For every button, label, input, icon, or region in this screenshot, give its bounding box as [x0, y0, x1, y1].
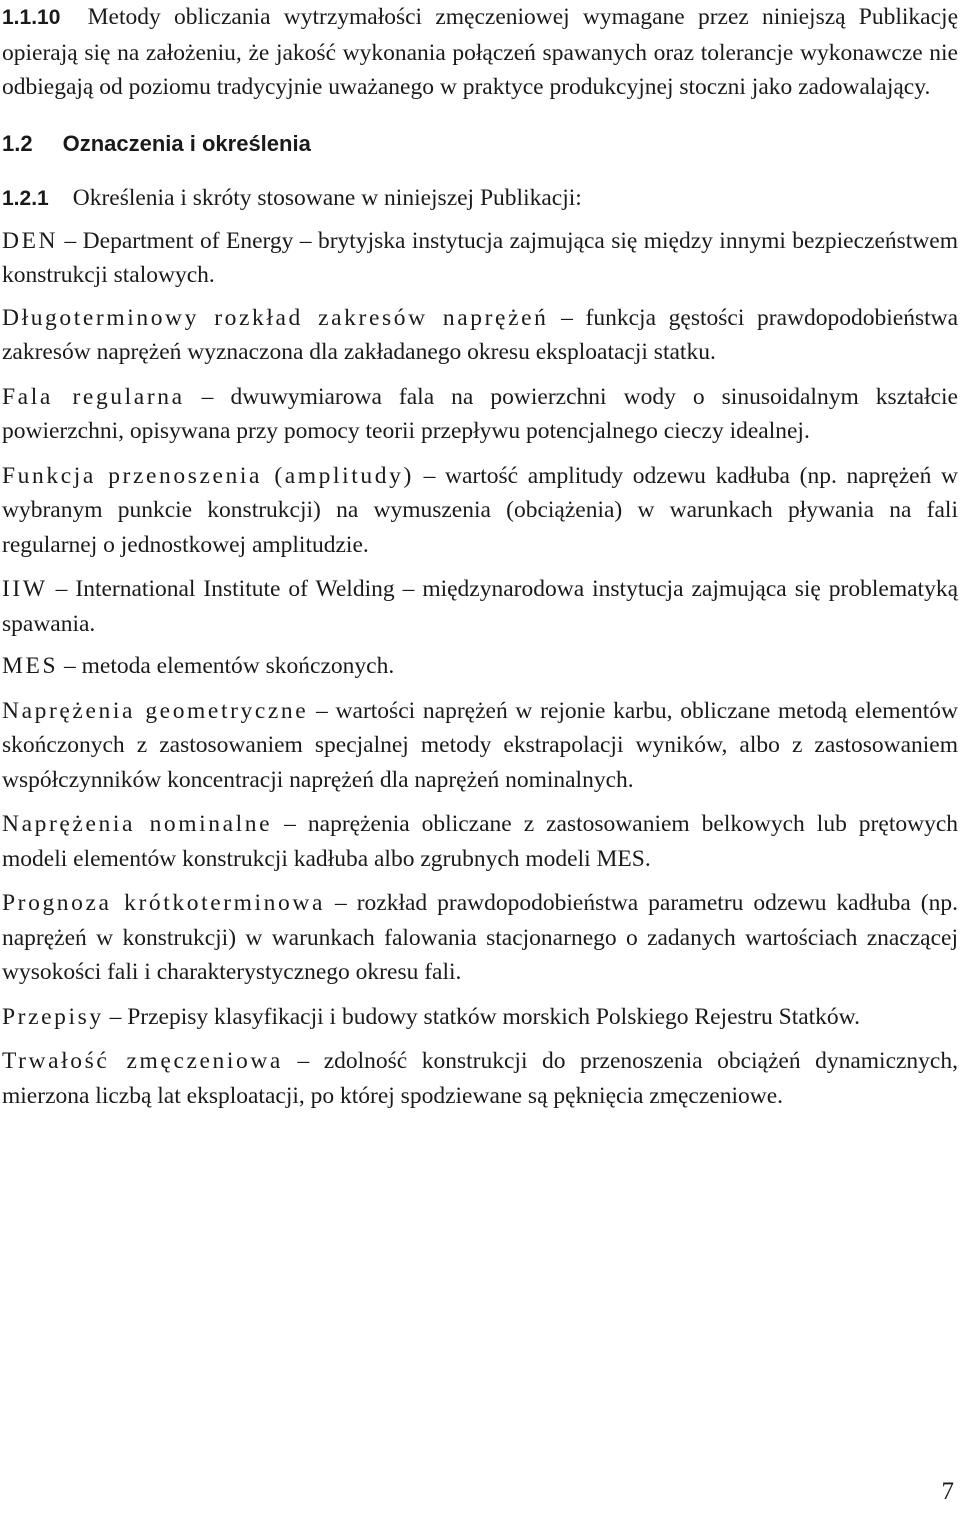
- definition-term: Naprężenia nominalne: [2, 811, 273, 837]
- definition-text: dwuwymiarowa fala na powierzchni wody o sinusoidalnym kształcie powierzchni, opisywana przy pomocy teorii przepływu potencjalnego cieczy idealnej.: [2, 383, 958, 444]
- definition-dash: –: [324, 890, 357, 916]
- subsection-number: 1.2.1: [2, 186, 49, 210]
- definition-entry: [2, 459, 958, 563]
- definition-text: naprężenia obliczane z zastosowaniem belkowych lub prętowych modeli elementów konstrukcji kadłuba albo zgrubnych modeli MES.: [2, 811, 958, 872]
- definition-text: wartość amplitudy odzewu kadłuba (np. naprężeń w wybranym punkcie konstrukcji) na wymuszenia (obciążenia) w warunkach pływania na fali regularnej o jednostkowej amplitudzie.: [2, 462, 958, 558]
- definition-text: wartości naprężeń w rejonie karbu, obliczane metodą elementów skończonych z zastosowaniem specjalnej metody ekstrapolacji wyników, albo z zastosowaniem współczynników koncentracji naprężeń dla naprężeń nominalnych.: [2, 697, 959, 793]
- intro-text: Metody obliczania wytrzymałości zmęczeniowej wymagane przez niniejszą Publikację opierają się na założeniu, że jakość wykonania połączeń spawanych oraz tolerancje wykonawcze nie odbiegają od poziomu tradycyjnie uważanego w praktyce produkcyjnej stoczni jako zadowalający.: [2, 4, 958, 100]
- definition-text: funkcja gęstości prawdopodobieństwa zakresów naprężeń wyznaczona dla zakładanego okresu eksploatacji statku.: [2, 304, 959, 365]
- definition-text: Przepisy klasyfikacji i budowy statków morskich Polskiego Rejestru Statków.: [127, 1003, 861, 1030]
- definition-entry: [2, 807, 958, 876]
- definition-dash: –: [413, 462, 446, 489]
- subsection-title: Określenia i skróty stosowane w niniejszej Publikacji:: [72, 184, 582, 211]
- definition-text: metoda elementów skończonych.: [81, 653, 395, 679]
- definition-entry: [2, 1000, 958, 1035]
- subsection-heading: [2, 181, 958, 216]
- definition-dash: –: [47, 576, 76, 602]
- definition-entry: [2, 886, 958, 990]
- section-heading: [2, 127, 958, 161]
- document-page: [2, 0, 958, 1113]
- definition-dash: –: [58, 653, 82, 679]
- definition-dash: –: [103, 1003, 128, 1030]
- page-number: 7: [941, 1478, 954, 1505]
- definition-entry: [2, 301, 958, 370]
- definition-term: MES: [2, 653, 59, 679]
- definition-entry: [2, 224, 958, 293]
- definition-text: International Institute of Welding – międzynarodowa instytucja zajmująca się problematyką spawania.: [2, 576, 959, 637]
- intro-number: 1.1.10: [2, 6, 61, 29]
- definition-dash: –: [184, 383, 231, 410]
- intro-paragraph: [2, 0, 958, 105]
- definition-term: DEN: [2, 227, 59, 254]
- definitions-list: [2, 224, 958, 1114]
- definition-term: Długoterminowy rozkład zakresów naprężeń: [2, 304, 549, 331]
- definition-term: Fala regularna: [2, 383, 185, 410]
- definition-dash: –: [548, 304, 586, 331]
- definition-text: rozkład prawdopodobieństwa parametru odzewu kadłuba (np. naprężeń w konstrukcji) w warunkach falowania stacjonarnego o zadanych wartościach znaczącej wysokości fali i charakterystycznego okresu fali.: [2, 890, 958, 985]
- definition-dash: –: [308, 697, 336, 724]
- definition-term: Funkcja przenoszenia (amplitudy): [2, 462, 414, 489]
- definition-dash: –: [58, 227, 83, 254]
- definition-term: Przepisy: [2, 1003, 104, 1030]
- definition-entry: [2, 380, 958, 449]
- definition-term: Naprężenia geometryczne: [2, 697, 309, 724]
- definition-dash: –: [272, 811, 308, 837]
- definition-term: Trwałość zmęczeniowa: [2, 1048, 283, 1074]
- section-title: Oznaczenia i określenia: [62, 130, 311, 156]
- definition-dash: –: [282, 1048, 324, 1074]
- definition-text: Department of Energy – brytyjska instytucja zajmująca się między innymi bezpieczeństwem konstrukcji stalowych.: [2, 227, 959, 288]
- section-number: 1.2: [2, 130, 33, 156]
- definition-entry: [2, 694, 958, 798]
- definition-entry: [2, 649, 958, 684]
- definition-entry: [2, 572, 958, 641]
- definition-term: IIW: [2, 576, 48, 602]
- definition-term: Prognoza krótkoterminowa: [2, 890, 325, 916]
- definition-entry: [2, 1044, 958, 1113]
- definition-text: zdolność konstrukcji do przenoszenia obciążeń dynamicznych, mierzona liczbą lat eksploatacji, po której spodziewane są pęknięcia zmęczeniowe.: [2, 1048, 958, 1109]
